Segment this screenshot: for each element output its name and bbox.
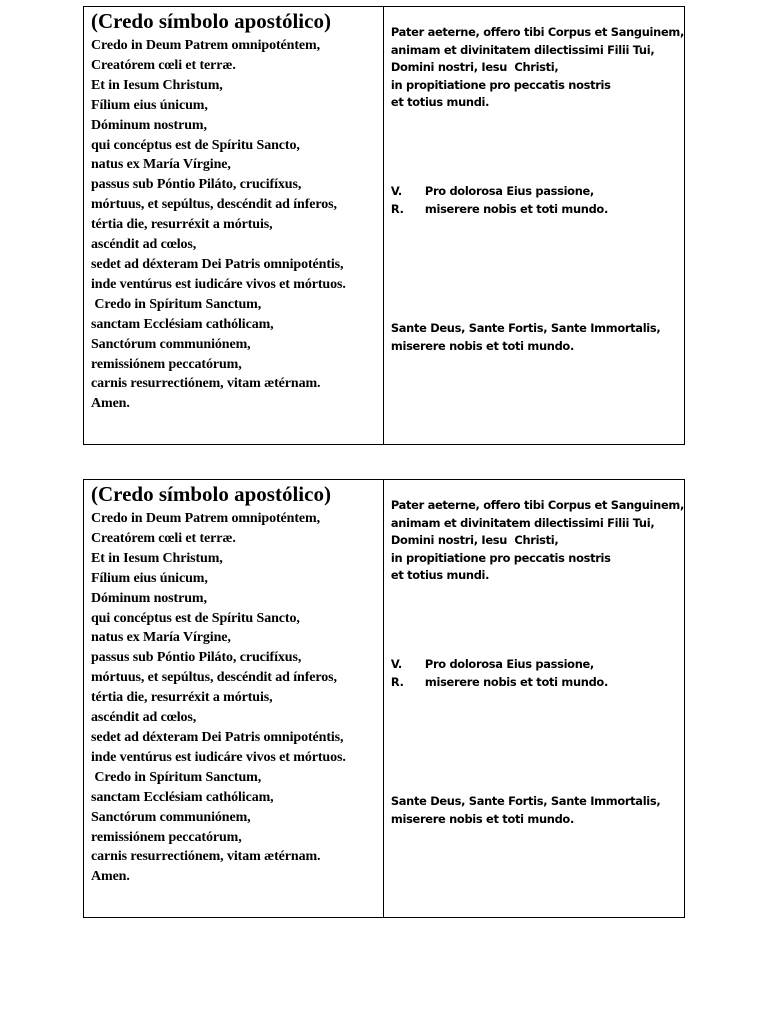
credo-line: Fílium eius únicum,	[91, 97, 208, 113]
credo-line: sedet ad déxteram Dei Patris omnipoténtis,	[91, 256, 344, 272]
offering-line: Domini nostri, Iesu Christi,	[390, 60, 559, 75]
credo-column	[84, 7, 384, 444]
versicle-mark: V.	[390, 656, 402, 671]
credo-line: inde ventúrus est iudicáre vivos et mórtuos.	[91, 276, 346, 292]
credo-line: tértia die, resurréxit a mórtuis,	[91, 690, 273, 706]
versicle-mark: V.	[390, 183, 402, 198]
credo-line: mórtuus, et sepúltus, descéndit ad ínferos,	[91, 197, 337, 213]
response-text: miserere nobis et toti mundo.	[424, 201, 608, 216]
offering-line: et totius mundi.	[390, 568, 490, 583]
credo-line: passus sub Póntio Piláto, crucifíxus,	[91, 650, 302, 666]
offering-line: Pater aeterne, offero tibi Corpus et Sanguinem,	[390, 25, 684, 39]
offering-prayer	[391, 24, 684, 112]
offering-line: Pater aeterne, offero tibi Corpus et Sanguinem,	[390, 498, 684, 512]
trisagion-prayer	[391, 793, 684, 828]
versicle-row	[391, 183, 684, 201]
prayer-card	[83, 6, 685, 445]
offering-line: et totius mundi.	[390, 95, 490, 110]
trisagion-line: miserere nobis et toti mundo.	[390, 811, 574, 826]
credo-line: Credo in Deum Patrem omnipoténtem,	[91, 38, 320, 53]
credo-line: Dóminum nostrum,	[91, 590, 207, 606]
offering-prayer	[391, 497, 684, 585]
offering-line: animam et divinitatem dilectissimi Filii Tui,	[390, 42, 655, 57]
credo-text	[91, 36, 383, 414]
offering-line: in propitiatione pro peccatis nostris	[390, 550, 611, 565]
credo-title: (Credo símbolo apostólico)	[91, 9, 331, 33]
credo-line: Et in Iesum Christum,	[91, 77, 223, 93]
credo-line: tértia die, resurréxit a mórtuis,	[91, 217, 273, 233]
credo-line: inde ventúrus est iudicáre vivos et mórtuos.	[91, 749, 346, 765]
credo-column	[84, 480, 384, 917]
credo-line: mórtuus, et sepúltus, descéndit ad ínferos,	[91, 670, 337, 686]
credo-line: Fílium eius únicum,	[91, 570, 208, 586]
response-mark: R.	[390, 201, 404, 216]
trisagion-line: Sante Deus, Sante Fortis, Sante Immortalis,	[390, 321, 661, 336]
versicle-text: Pro dolorosa Eius passione,	[424, 183, 594, 198]
credo-line: remissiónem peccatórum,	[91, 356, 242, 372]
response-row	[391, 201, 684, 219]
credo-line: Credo in Deum Patrem omnipoténtem,	[91, 511, 320, 526]
offering-line: Domini nostri, Iesu Christi,	[390, 533, 559, 548]
credo-line: qui concéptus est de Spíritu Sancto,	[91, 137, 300, 153]
credo-title: (Credo símbolo apostólico)	[91, 482, 331, 506]
credo-line: Amen.	[91, 396, 130, 412]
credo-line: ascéndit ad cœlos,	[91, 710, 197, 726]
credo-line: sanctam Ecclésiam cathólicam,	[91, 316, 274, 332]
versicle-text: Pro dolorosa Eius passione,	[424, 656, 594, 671]
trisagion-prayer	[391, 320, 684, 355]
trisagion-line: Sante Deus, Sante Fortis, Sante Immortalis,	[390, 794, 661, 809]
versicle-response	[391, 183, 684, 218]
credo-text	[91, 509, 383, 887]
credo-line: ascéndit ad cœlos,	[91, 237, 197, 253]
prayer-column	[384, 7, 684, 444]
credo-line: Sanctórum communiónem,	[91, 336, 251, 352]
credo-line: Et in Iesum Christum,	[91, 550, 223, 566]
credo-line: carnis resurrectiónem, vitam ætérnam.	[91, 376, 321, 392]
credo-line: qui concéptus est de Spíritu Sancto,	[91, 610, 300, 626]
offering-line: animam et divinitatem dilectissimi Filii Tui,	[390, 515, 655, 530]
credo-line: sanctam Ecclésiam cathólicam,	[91, 789, 274, 805]
credo-line: Creatórem cœli et terræ.	[91, 530, 236, 546]
response-text: miserere nobis et toti mundo.	[424, 674, 608, 689]
credo-line: carnis resurrectiónem, vitam ætérnam.	[91, 849, 321, 865]
response-row	[391, 674, 684, 692]
credo-line: Credo in Spíritum Sanctum,	[91, 769, 262, 785]
response-mark: R.	[390, 674, 404, 689]
versicle-row	[391, 656, 684, 674]
credo-line: natus ex María Vírgine,	[91, 630, 231, 646]
prayer-card	[83, 479, 685, 918]
credo-line: Creatórem cœli et terræ.	[91, 57, 236, 73]
credo-line: natus ex María Vírgine,	[91, 157, 231, 173]
credo-line: Amen.	[91, 869, 130, 885]
versicle-response	[391, 656, 684, 691]
offering-line: in propitiatione pro peccatis nostris	[390, 77, 611, 92]
credo-line: passus sub Póntio Piláto, crucifíxus,	[91, 177, 302, 193]
prayer-column	[384, 480, 684, 917]
credo-line: Sanctórum communiónem,	[91, 809, 251, 825]
trisagion-line: miserere nobis et toti mundo.	[390, 338, 574, 353]
credo-line: Dóminum nostrum,	[91, 117, 207, 133]
credo-line: remissiónem peccatórum,	[91, 829, 242, 845]
credo-line: sedet ad déxteram Dei Patris omnipoténtis,	[91, 729, 344, 745]
credo-line: Credo in Spíritum Sanctum,	[91, 296, 262, 312]
